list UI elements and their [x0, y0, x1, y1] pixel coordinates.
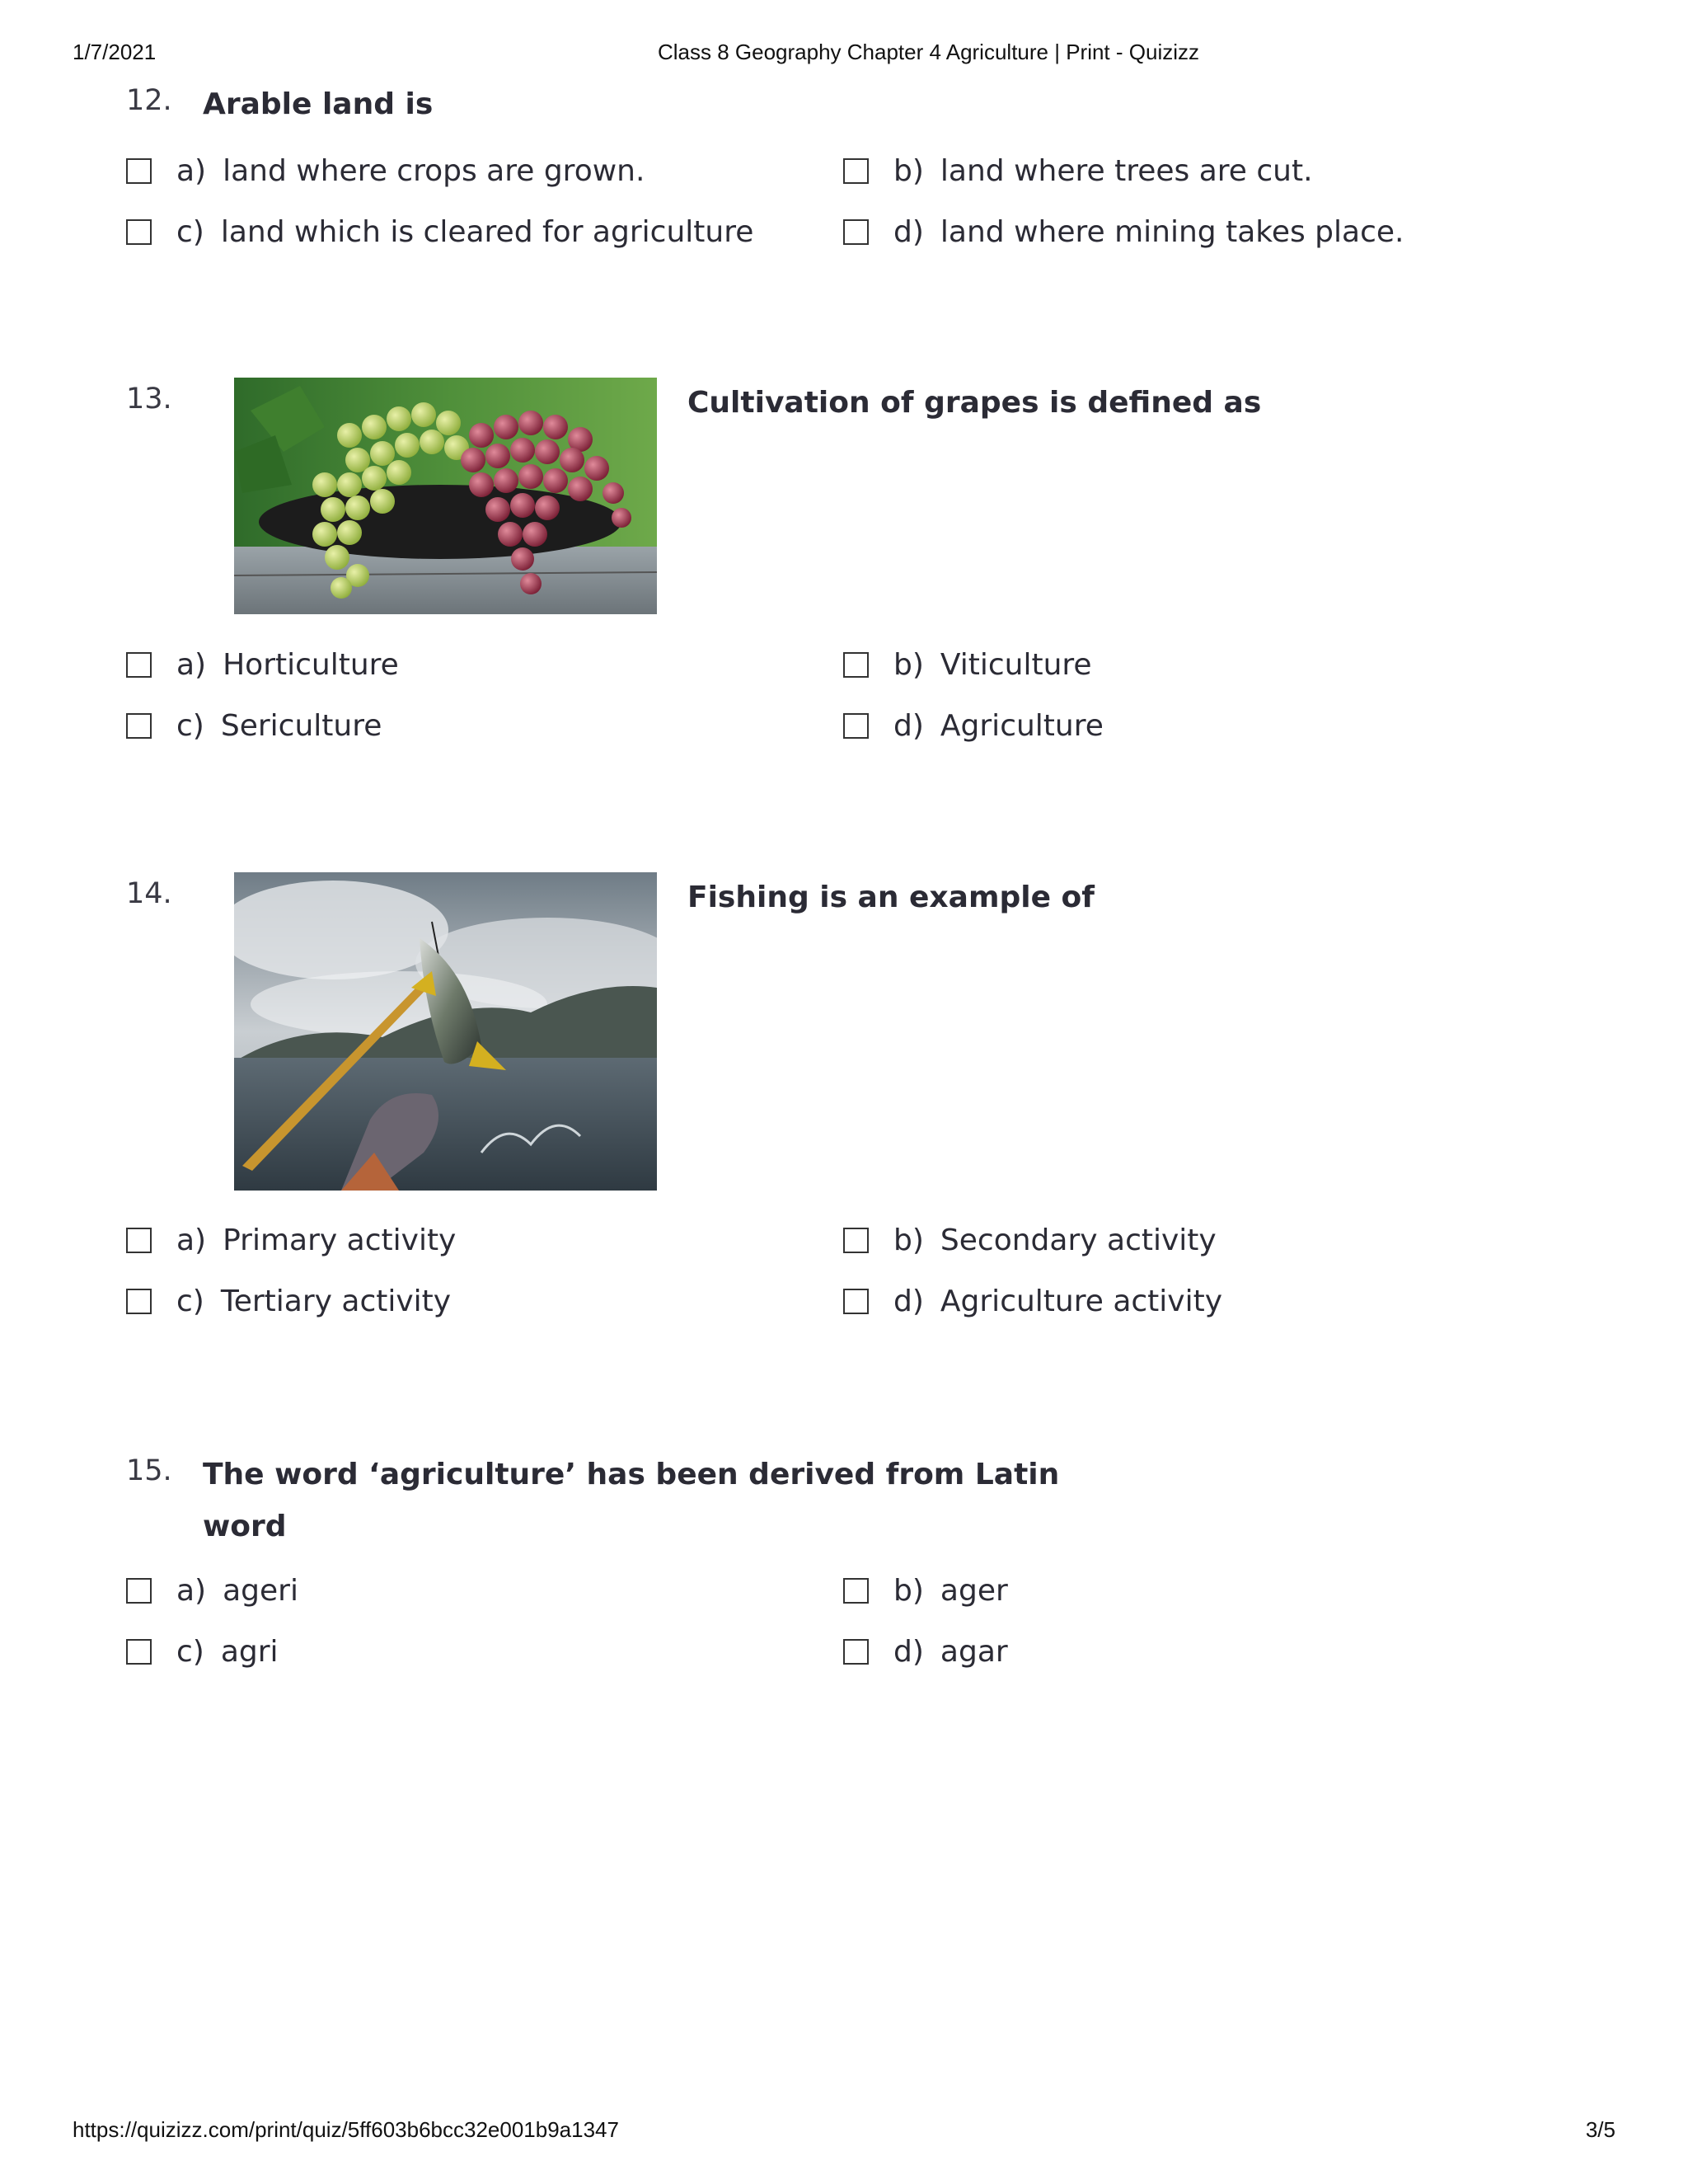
option-text: Primary activity [223, 1223, 457, 1257]
checkbox[interactable] [843, 1228, 869, 1253]
option-text: Horticulture [223, 647, 399, 682]
option-letter: d) [893, 708, 924, 743]
checkbox[interactable] [843, 1578, 869, 1604]
page-url[interactable]: https://quizizz.com/print/quiz/5ff603b6bcc32e001b9a1347 [73, 2117, 619, 2142]
option-d[interactable] [843, 1282, 1222, 1320]
option-text: agar [940, 1634, 1008, 1669]
option-letter: a) [176, 153, 207, 188]
checkbox[interactable] [843, 1639, 869, 1665]
checkbox[interactable] [843, 652, 869, 678]
print-date: 1/7/2021 [73, 40, 157, 64]
option-b[interactable] [843, 152, 1313, 190]
checkbox[interactable] [843, 158, 869, 184]
fishing-image [234, 872, 657, 1191]
print-header [0, 40, 1688, 73]
checkbox[interactable] [126, 1639, 152, 1665]
checkbox[interactable] [843, 219, 869, 245]
option-letter: c) [176, 214, 204, 249]
option-text: Secondary activity [940, 1223, 1217, 1257]
checkbox[interactable] [126, 219, 152, 245]
checkbox[interactable] [126, 1289, 152, 1314]
print-footer [0, 2117, 1688, 2150]
option-text: Agriculture [940, 708, 1104, 743]
option-letter: b) [893, 153, 924, 188]
question-text-line2: word [203, 1510, 287, 1543]
option-d[interactable] [843, 707, 1104, 744]
question-text: Arable land is [203, 87, 434, 121]
question-text: Cultivation of grapes is defined as [687, 386, 1262, 420]
option-text: agri [220, 1634, 279, 1669]
option-letter: a) [176, 1573, 207, 1608]
option-b[interactable] [843, 646, 1092, 683]
option-a[interactable] [126, 1571, 298, 1609]
option-text: land where mining takes place. [940, 214, 1404, 249]
option-letter: a) [176, 1223, 207, 1257]
question-number: 14. [126, 877, 172, 910]
option-letter: a) [176, 647, 207, 682]
option-a[interactable] [126, 646, 399, 683]
question-text-line1: The word ‘agriculture’ has been derived from Latin [203, 1458, 1060, 1491]
option-text: land where crops are grown. [223, 153, 645, 188]
checkbox[interactable] [126, 1228, 152, 1253]
option-letter: d) [893, 1284, 924, 1318]
option-text: Tertiary activity [220, 1284, 452, 1318]
option-d[interactable] [843, 213, 1404, 251]
option-letter: b) [893, 1573, 924, 1608]
checkbox[interactable] [843, 1289, 869, 1314]
option-text: land which is cleared for agriculture [220, 214, 754, 249]
question-number: 13. [126, 383, 172, 416]
option-text: Viticulture [940, 647, 1092, 682]
option-letter: c) [176, 1634, 204, 1669]
option-text: Sericulture [220, 708, 382, 743]
option-letter: d) [893, 1634, 924, 1669]
document-title: Class 8 Geography Chapter 4 Agriculture | Print - Quizizz [657, 40, 1200, 64]
option-c[interactable] [126, 707, 382, 744]
option-text: Agriculture activity [940, 1284, 1223, 1318]
option-c[interactable] [126, 1282, 451, 1320]
option-letter: d) [893, 214, 924, 249]
option-letter: b) [893, 647, 924, 682]
option-b[interactable] [843, 1221, 1217, 1259]
checkbox[interactable] [126, 158, 152, 184]
option-d[interactable] [843, 1632, 1008, 1670]
option-b[interactable] [843, 1571, 1008, 1609]
option-letter: c) [176, 1284, 204, 1318]
grapes-image [234, 378, 657, 614]
option-letter: b) [893, 1223, 924, 1257]
checkbox[interactable] [126, 1578, 152, 1604]
question-number: 15. [126, 1454, 172, 1487]
option-text: ager [940, 1573, 1008, 1608]
option-text: land where trees are cut. [940, 153, 1313, 188]
question-number: 12. [126, 84, 172, 117]
option-c[interactable] [126, 1632, 279, 1670]
option-a[interactable] [126, 152, 645, 190]
question-text: Fishing is an example of [687, 881, 1095, 914]
option-c[interactable] [126, 213, 753, 251]
page-number: 3/5 [1585, 2117, 1615, 2142]
checkbox[interactable] [126, 652, 152, 678]
option-text: ageri [223, 1573, 298, 1608]
option-letter: c) [176, 708, 204, 743]
option-a[interactable] [126, 1221, 456, 1259]
checkbox[interactable] [126, 713, 152, 739]
checkbox[interactable] [843, 713, 869, 739]
